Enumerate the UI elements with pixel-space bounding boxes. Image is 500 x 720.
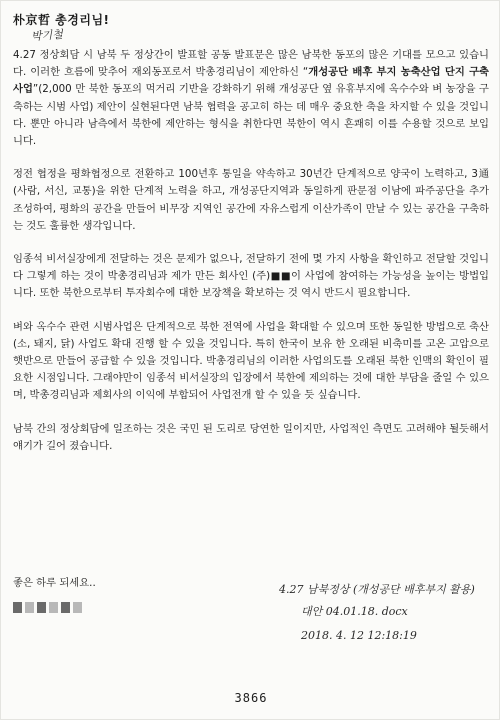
- paragraph-5: 남북 간의 정상회담에 일조하는 것은 국민 된 도리로 당연한 일이지만, 사업적인 측면도 고려해야 될듯해서 얘기가 길어 졌습니다.: [13, 422, 489, 452]
- redaction-block: [73, 602, 82, 613]
- redaction-block: [13, 602, 22, 613]
- letter-body: [13, 47, 489, 471]
- redaction-block: [61, 602, 70, 613]
- paragraph-1-end: ”(2,000 만 북한 동포의 먹거리 기반을 강화하기 위해 개성공단 옆 유휴부지에 옥수수와 벼 농장을 구축하는 시범 사업) 제안이 실현된다면 남북 협력을 공고히 하는 데 매우 중요한 축을 차지할 수 있을 것입니다. 뿐만 아니라 남측에서 북한에 제안하는 형식을 취한다면 북한이 역시 흔쾌히 이를 수용할 것으로 보입니다.: [13, 83, 489, 148]
- paragraph-4: 벼와 옥수수 관련 시범사업은 단계적으로 북한 전역에 사업을 확대할 수 있으며 또한 동일한 방법으로 축산(소, 돼지, 닭) 사업도 확대 진행 할 수 있을 것입니다. 특히 한국이 보유 한 오래된 비축미를 고온 고압으로 햇반으로 만들어 공급할 수 있을 것입니다. 박총경리님의 이러한 사업의도를 오래된 북한 인맥의 확인이 필요한 시점입니다. 그래야만이 임종석 비서실장의 입장에서 북한에 제의하는 것에 대한 부담을 줄일 수 있으며, 박총경리님과 제회사의 이익에 부합되어 사업전개 할 수 있을 듯 싶습니다.: [13, 320, 489, 402]
- paragraph-3: 임종석 비서실장에게 전달하는 것은 문제가 없으나, 전달하기 전에 몇 가지 사항을 확인하고 전달할 것입니다 그렇게 하는 것이 박총경리님과 제가 만든 회사인 (주)■■이 사업에 참여하는 가능성을 높이는 방법입니다. 또한 북한으로부터 투자회수에 대한 보장책을 확보하는 것 역시 반드시 필요합니다.: [13, 253, 489, 300]
- salutation: 朴京哲 총경리님!: [13, 13, 110, 27]
- annotation-filename: 대안 04.01.18. docx: [301, 605, 408, 618]
- redaction-block: [49, 602, 58, 613]
- redaction-block: [37, 602, 46, 613]
- handwritten-annotation: [279, 579, 475, 647]
- redacted-sender-name: [13, 602, 82, 613]
- page-number: 3866: [234, 691, 268, 705]
- paragraph-1-start: 4.27 정상회담 시 남북 두 정상간이 발표할 공동 발표문은 많은 남북한 동포의 많은 기대를 모으고 있습니다. 이러한 흐름에 맞추어 재외동포로서 박총경리님이 제안하신 “: [13, 49, 489, 79]
- handwritten-name: 박기철: [30, 27, 64, 44]
- annotation-timestamp: 2018. 4. 12 12:18:19: [301, 629, 417, 642]
- paragraph-1: [13, 47, 489, 150]
- annotation-title: 4.27 남북정상 (개성공단 배후부지 활용): [279, 583, 475, 596]
- redaction-block: [25, 602, 34, 613]
- closing-line: 좋은 하루 되세요..: [13, 577, 96, 589]
- paragraph-2: 정전 협정을 평화협정으로 전환하고 100년후 통일을 약속하고 30년간 단계적으로 양국이 노력하고, 3通 (사람, 서신, 교통)을 위한 단계적 노력을 하고, 개성공단지역과 동일하게 판문점 이남에 파주공단을 추가 조성하여, 평화의 공간을 만들어 비무장 지역인 공간에 자유스럽게 이산가족이 만날 수 있는 공간을 구축하는 것도 훌륭한 생각입니다.: [13, 168, 489, 232]
- project-name: 개성공단 배후 부지 농축산업 단지 구축사업: [13, 66, 489, 96]
